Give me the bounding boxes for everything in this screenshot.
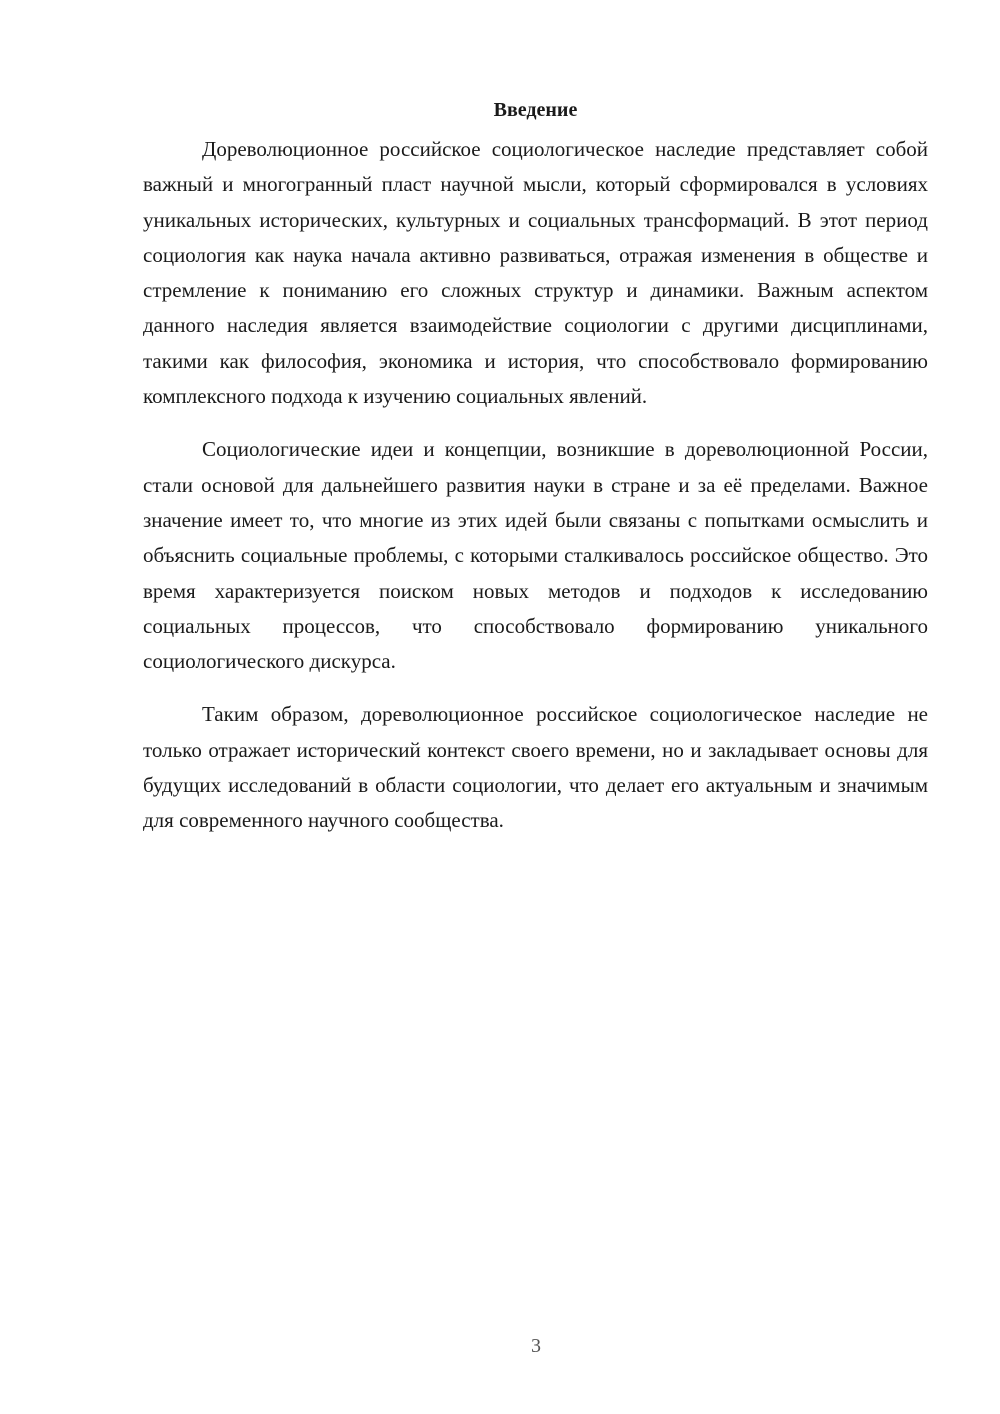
paragraph-2: Социологические идеи и концепции, возникшие в дореволюционной России, стали основой для дальнейшего развития науки в стране и за её пределами. Важное значение имеет то, что многие из этих идей были связаны с попытками осмыслить и объяснить социальные проблемы, с которыми сталкивалось российское общество. Это время характеризуется поиском новых методов и подходов к исследованию социальных процессов, что способствовало формированию уникального социологического дискурса. <box>143 437 928 674</box>
section-heading: Введение <box>493 99 578 121</box>
paragraph-3: Таким образом, дореволюционное российское социологическое наследие не только отражает исторический контекст своего времени, но и закладывает основы для будущих исследований в области социологии, что делает его актуальным и значимым для современного научного сообщества. <box>143 702 928 833</box>
paragraph-1: Дореволюционное российское социологическое наследие представляет собой важный и многогранный пласт научной мысли, который сформировался в условиях уникальных исторических, культурных и социальных трансформаций. В этот период социология как наука начала активно развиваться, отражая изменения в обществе и стремление к пониманию его сложных структур и динамики. Важным аспектом данного наследия является взаимодействие социологии с другими дисциплинами, такими как философия, экономика и история, что способствовало формированию комплексного подхода к изучению социальных явлений. <box>143 137 928 409</box>
document-body <box>143 96 928 857</box>
page-number: 3 <box>531 1335 541 1357</box>
